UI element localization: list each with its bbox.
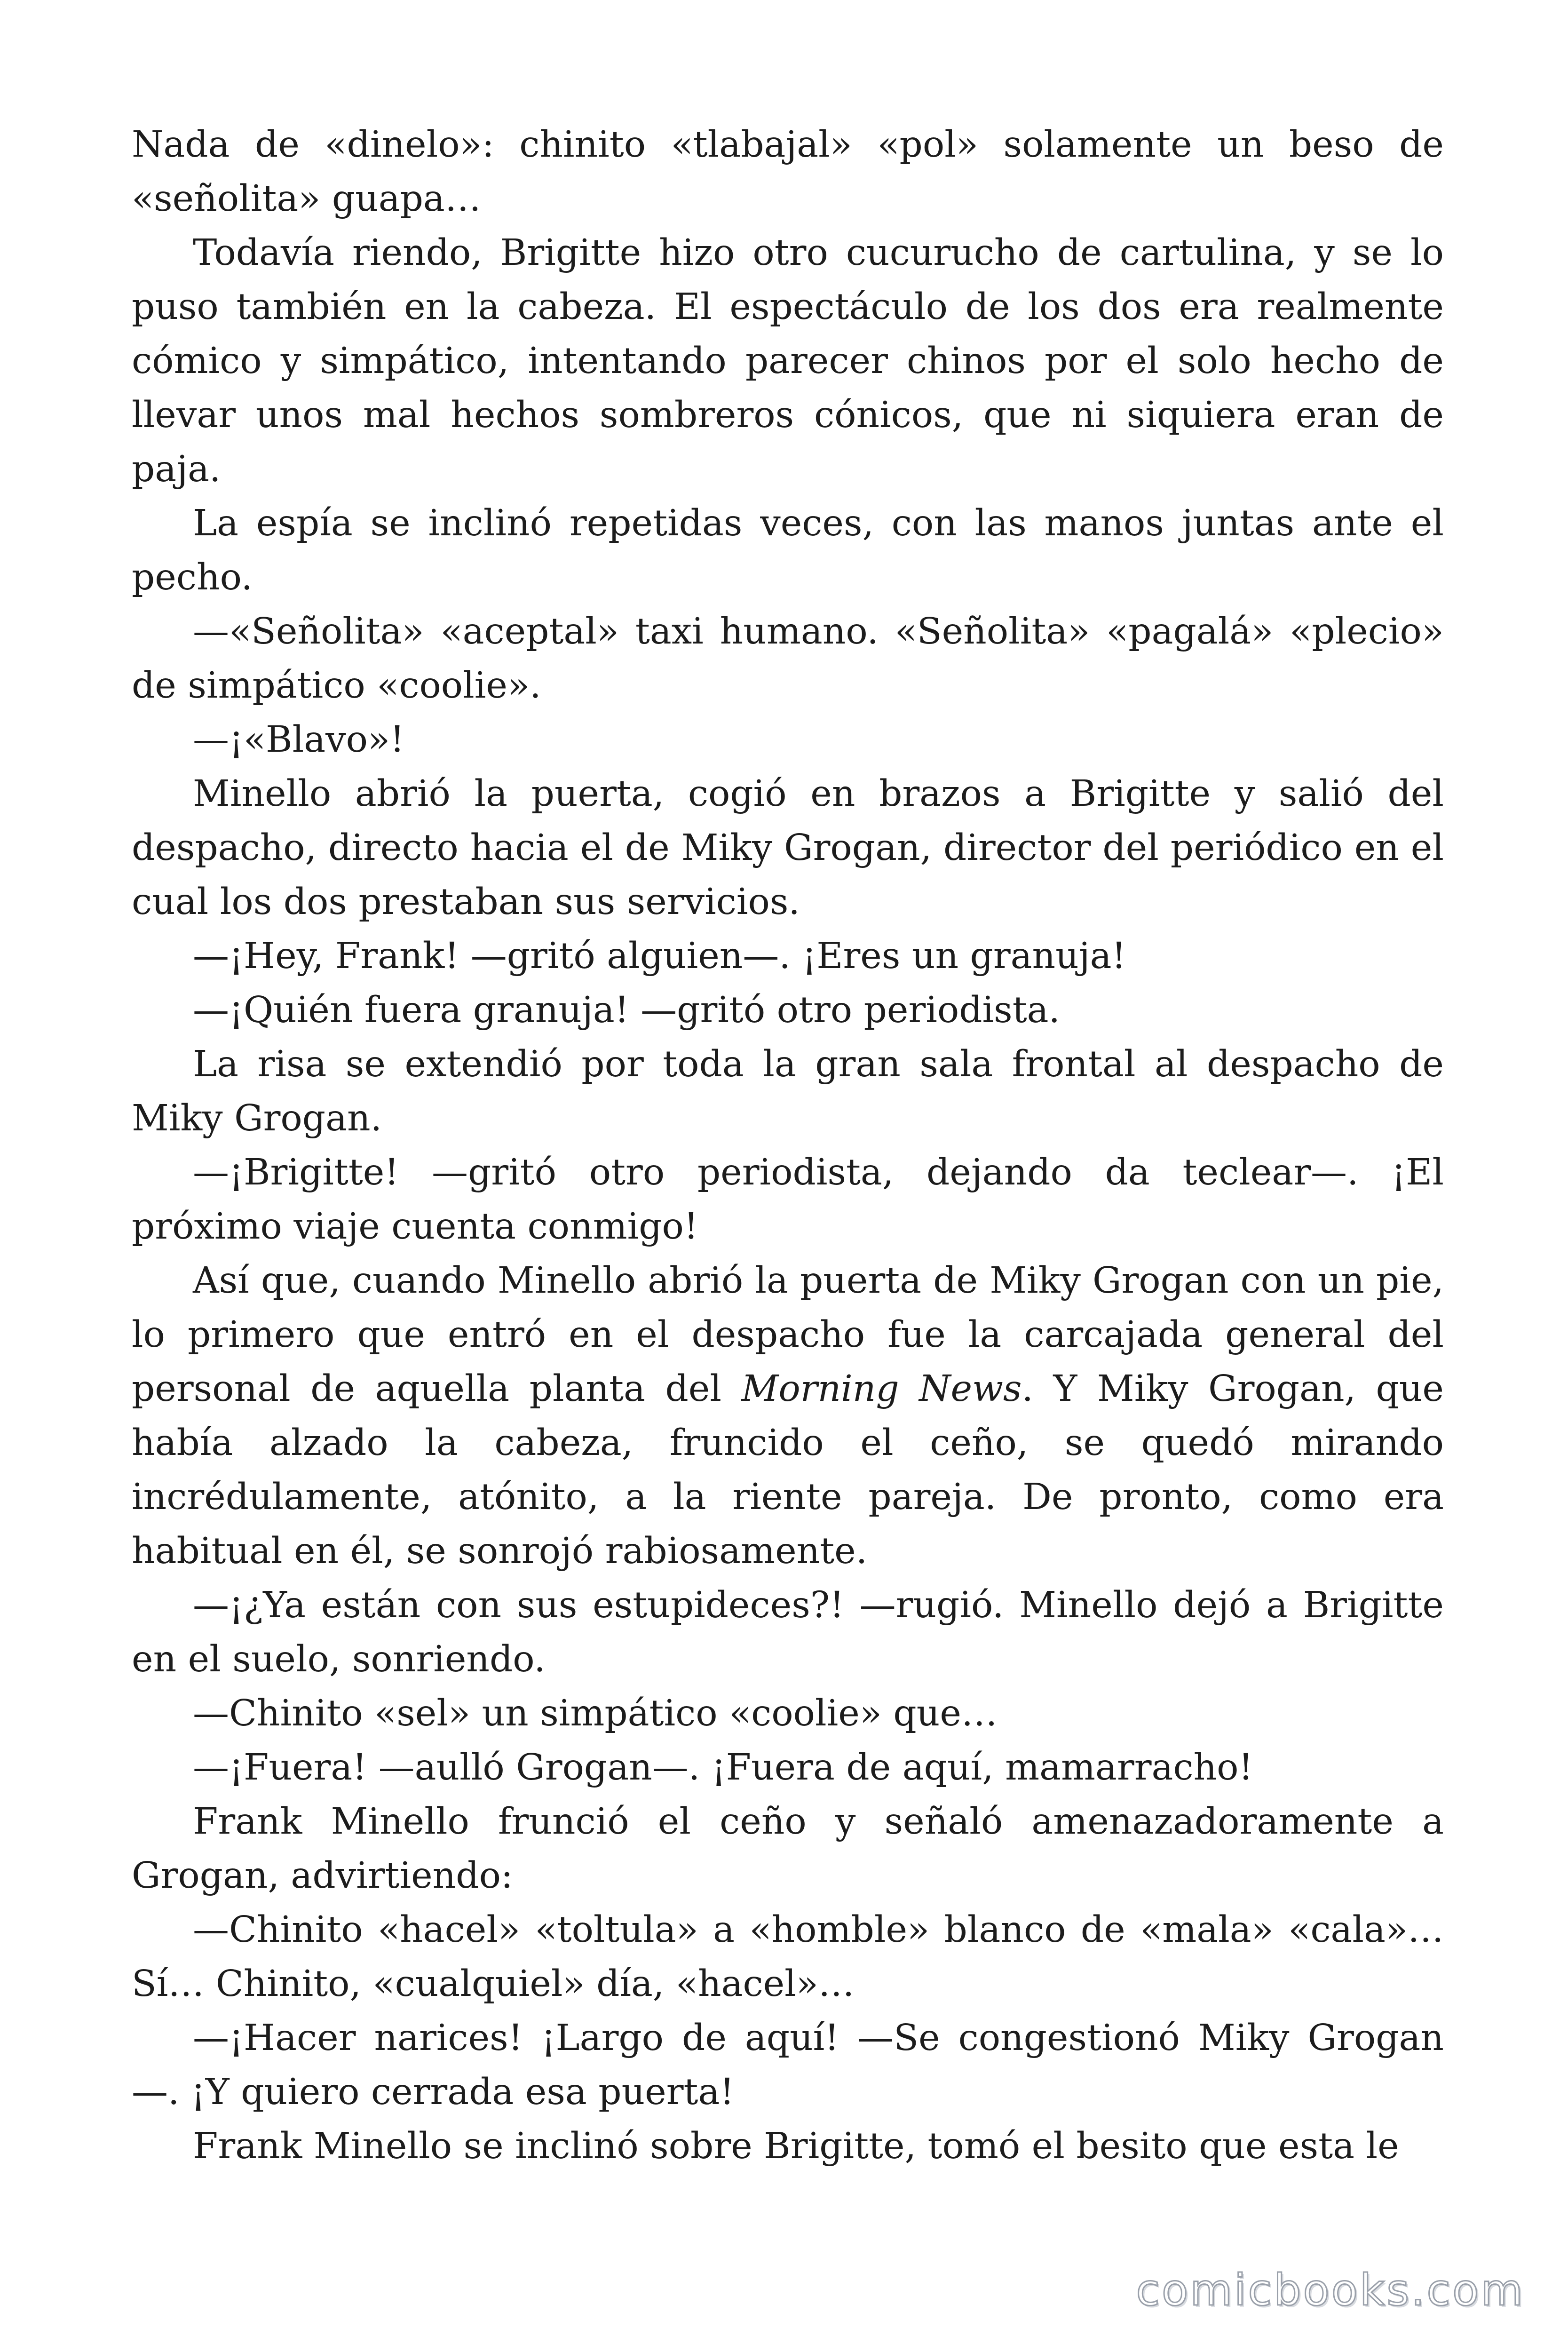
paragraph-7: —¡Hey, Frank! —gritó alguien—. ¡Eres un granuja! bbox=[193, 935, 1126, 977]
paragraph-5: —¡«Blavo»! bbox=[193, 719, 405, 761]
paragraph-18: Frank Minello se inclinó sobre Brigitte, tomó el besito que esta le bbox=[193, 2125, 1399, 2167]
paragraph-11-end: . Y Miky Grogan, que había alzado la cabeza, fruncido el ceño, se quedó mirando incrédulamente, atónito, a la riente pareja. De pronto, como era habitual en él, se sonrojó rabiosamente. bbox=[132, 1368, 1444, 1572]
paragraph-17: —¡Hacer narices! ¡Largo de aquí! —Se congestionó Miky Grogan —. ¡Y quiero cerrada esa puerta! bbox=[132, 2017, 1444, 2113]
paragraph-11 bbox=[132, 1254, 1444, 1578]
paragraph-15: Frank Minello frunció el ceño y señaló amenazadoramente a Grogan, advirtiendo: bbox=[132, 1801, 1444, 1897]
paragraph-1: Nada de «dinelo»: chinito «tlabajal» «pol» solamente un beso de «señolita» guapa… bbox=[132, 124, 1444, 220]
paragraph-12: —¡¿Ya están con sus estupideces?! —rugió. Minello dejó a Brigitte en el suelo, sonriendo. bbox=[132, 1584, 1444, 1680]
paragraph-16: —Chinito «hacel» «toltula» a «homble» blanco de «mala» «cala»… Sí… Chinito, «cualquiel» día, «hacel»… bbox=[132, 1909, 1444, 2005]
paragraph-10: —¡Brigitte! —gritó otro periodista, dejando da teclear—. ¡El próximo viaje cuenta conmigo! bbox=[132, 1152, 1444, 1248]
paragraph-9: La risa se extendió por toda la gran sala frontal al despacho de Miky Grogan. bbox=[132, 1043, 1444, 1139]
paragraph-6: Minello abrió la puerta, cogió en brazos a Brigitte y salió del despacho, directo hacia el de Miky Grogan, director del periódico en el cual los dos prestaban sus servicios. bbox=[132, 773, 1444, 923]
paragraph-13: —Chinito «sel» un simpático «coolie» que… bbox=[193, 1692, 998, 1734]
paragraph-11-start: Así que, cuando Minello abrió la puerta de Miky Grogan con un pie, lo primero que entró en el despacho fue la carcajada general del personal de aquella planta del bbox=[132, 1260, 1444, 1410]
paragraph-3: La espía se inclinó repetidas veces, con las manos juntas ante el pecho. bbox=[132, 502, 1444, 598]
paragraph-8: —¡Quién fuera granuja! —gritó otro periodista. bbox=[193, 989, 1061, 1031]
paragraph-14: —¡Fuera! —aulló Grogan—. ¡Fuera de aquí, mamarracho! bbox=[193, 1747, 1253, 1788]
paragraph-4: —«Señolita» «aceptal» taxi humano. «Señolita» «pagalá» «plecio» de simpático «coolie». bbox=[132, 611, 1444, 707]
newspaper-title: Morning News bbox=[741, 1368, 1022, 1410]
book-page bbox=[132, 118, 1444, 2173]
paragraph-2: Todavía riendo, Brigitte hizo otro cucurucho de cartulina, y se lo puso también en la cabeza. El espectáculo de los dos era realmente cómico y simpático, intentando parecer chinos por el solo hecho de llevar unos mal hechos sombreros cónicos, que ni siquiera eran de paja. bbox=[132, 232, 1444, 490]
watermark: comicbooks.com bbox=[1136, 2265, 1525, 2315]
